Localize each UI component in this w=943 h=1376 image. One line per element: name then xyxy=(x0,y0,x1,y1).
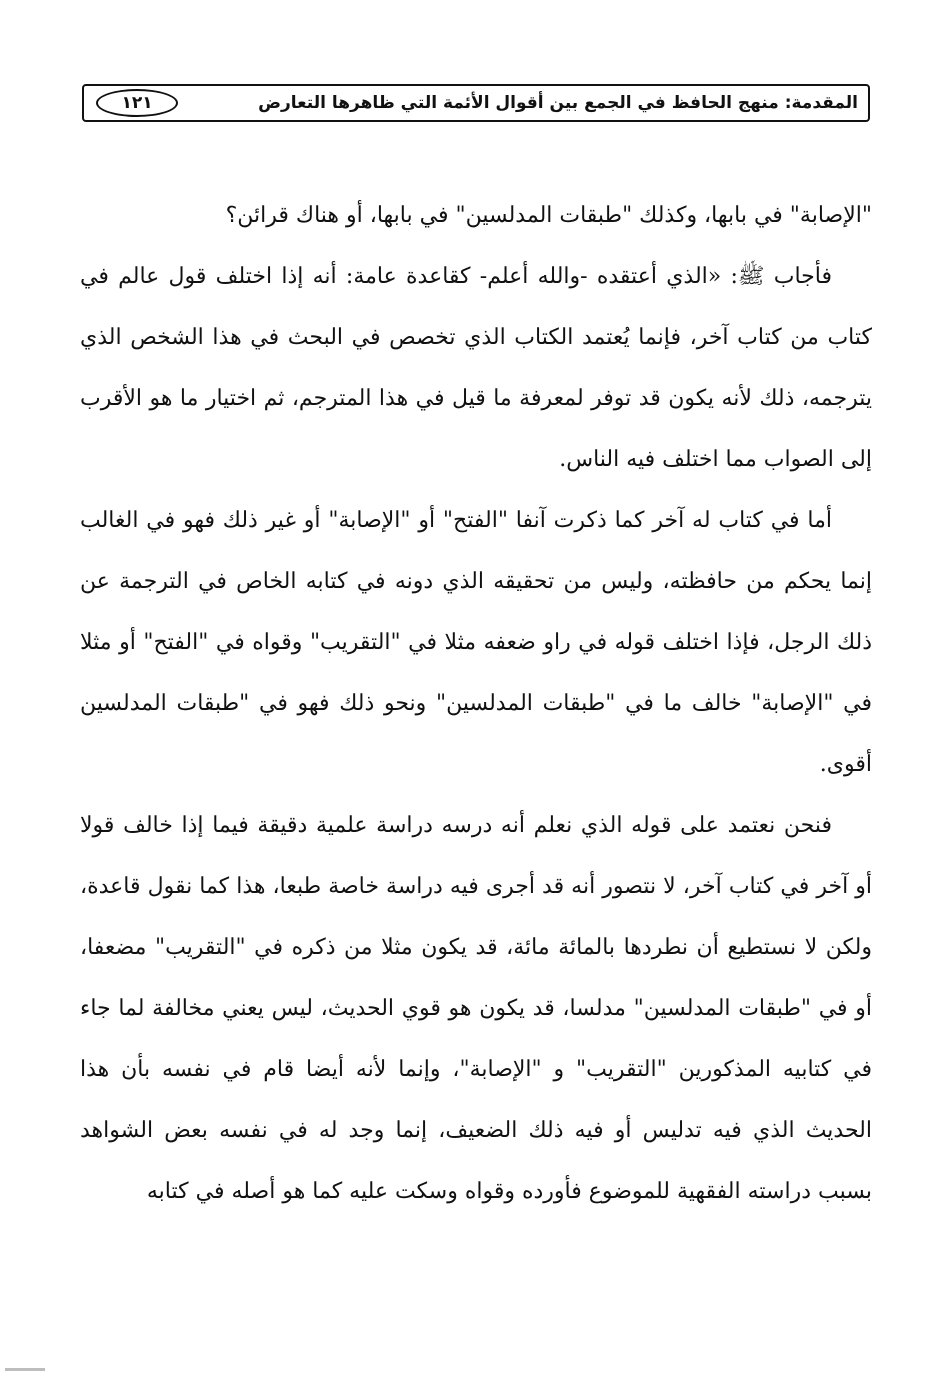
header-title-lead: المقدمة: xyxy=(784,93,858,113)
paragraph-continuation: "الإصابة" في بابها، وكذلك "طبقات المدلسين" في بابها، أو هناك قرائن؟ xyxy=(225,203,872,228)
running-header xyxy=(82,84,870,122)
page-number-badge xyxy=(96,89,178,117)
paragraph-other-books: أما في كتاب له آخر كما ذكرت آنفا "الفتح" أو "الإصابة" أو غير ذلك فهو في الغالب إنما يحكم من حافظته، وليس من تحقيقه الذي دونه في كتابه الخاص في الترجمة عن ذلك الرجل، فإذا اختلف قوله في راو ضعفه مثلا في "التقريب" وقواه في "الفتح" أو مثلا في "الإصابة" خالف ما في "طبقات المدلسين" ونحو ذلك فهو في "طبقات المدلسين أقوى. xyxy=(80,508,872,777)
header-title xyxy=(258,93,858,113)
header-title-rest: منهج الحافظ في الجمع بين أقوال الأئمة التي ظاهرها التعارض xyxy=(258,93,779,113)
paragraph-answer: فأجاب ﷺ: «الذي أعتقده -والله أعلم- كقاعدة عامة: أنه إذا اختلف قول عالم في كتاب من كتاب آخر، فإنما يُعتمد الكتاب الذي تخصص في البحث في هذا الشخص الذي يترجمه، ذلك لأنه يكون قد توفر لمعرفة ما قيل في هذا المترجم، ثم اختيار ما هو الأقرب إلى الصواب مما اختلف فيه الناس. xyxy=(80,264,872,472)
scan-artifact xyxy=(5,1368,45,1371)
page-number: ١٢١ xyxy=(121,93,153,113)
body-text xyxy=(80,185,872,1222)
paragraph-reliance: فنحن نعتمد على قوله الذي نعلم أنه درسه دراسة علمية دقيقة فيما إذا خالف قولا أو آخر في كتاب آخر، لا نتصور أنه قد أجرى فيه دراسة خاصة طبعا، هذا كما نقول قاعدة، ولكن لا نستطيع أن نطردها بالمائة مائة، قد يكون مثلا من ذكره في "التقريب" مضعفا، أو في "طبقات المدلسين" مدلسا، قد يكون هو قوي الحديث، ليس يعني مخالفة لما جاء في كتابيه المذكورين "التقريب" و "الإصابة"، وإنما لأنه أيضا قام في نفسه بأن هذا الحديث الذي فيه تدليس أو فيه ذلك الضعيف، إنما وجد له في نفسه بعض الشواهد بسبب دراسته الفقهية للموضوع فأورده وقواه وسكت عليه كما هو أصله في كتابه xyxy=(80,813,872,1204)
